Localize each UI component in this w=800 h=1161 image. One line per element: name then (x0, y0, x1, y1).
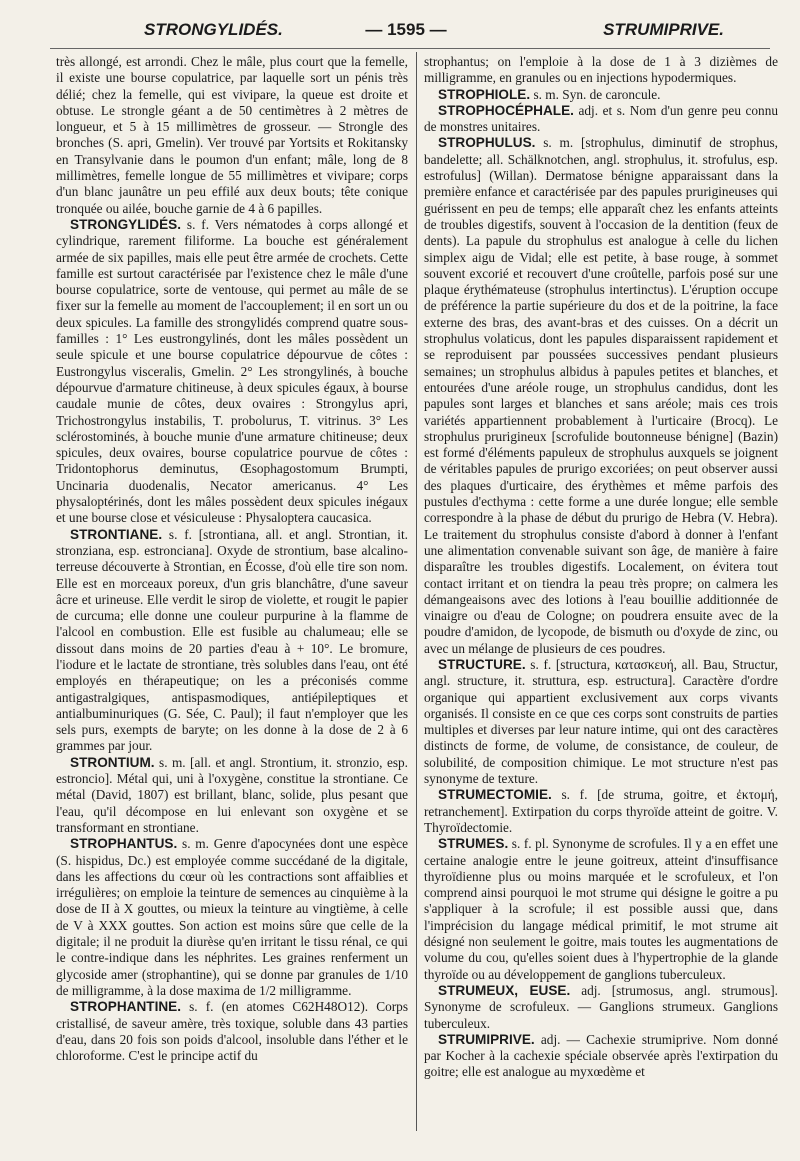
entry-headword: STRONGYLIDÉS. (70, 216, 182, 232)
entry-text: s. f. Vers nématodes à corps allongé et cylindrique, rarement filiforme. La bouche est généralement armée de six papilles, mais elle peut être armée de crochets. Cette famille est surtout caractérisée par l'existence chez le mâle d'une bourse copulatrice, sorte de ventouse, qui permet au mâle de se fixer sur la femelle au moment de l'accouplement; il en sort un ou deux spicules. La famille des strongylidés comprend quatre sous-familles : 1° Les eustrongylinés, dont les mâles possèdent un seule spicule et une bourse copulatrice dépourvue de côtes : Eustrongylus visceralis, Gmelin. 2° Les strongylinés, à bouche dépourvue d'armature chitineuse, à deux spicules égaux, à bourse caudale munie de côtes, deux ovaires : Strongylus apri, Trichostrongylus instabilis, T. probolurus, T. vitrinus. 3° Les sclérostominés, à bouche munie d'une armature chitineuse; deux spicules, deux ovaires, bourse copulatrice pourvue de côtes : Tridontophorus deminutus, Œsophagostomum Brumpti, Uncinaria duodenalis, Necator americanus. 4° Les physaloptérinés, dont les mâles possèdent deux spicules inégaux et une bourse close et vésiculeuse : Physaloptera caucasica. (56, 216, 408, 526)
entry-text: s. m. Syn. de caroncule. (530, 86, 661, 102)
entry-headword: STRUMEUX, EUSE. (438, 982, 571, 998)
entry-headword: STRONTIUM. (70, 754, 155, 770)
dictionary-entry (424, 1032, 778, 1081)
dictionary-entry (424, 983, 778, 1032)
dictionary-entry (56, 755, 408, 836)
entry-headword: STROPHULUS. (438, 135, 536, 151)
entry-headword: STRUMECTOMIE. (438, 787, 552, 803)
entry-text: s. f. [structura, κατασκευή, all. Bau, Structur, angl. structure, it. struttura, esp. estructura]. Caractère d'ordre organique qui appartient exclusivement aux corps vivants organisés. Il consiste en ce que ces corps sont construits de parties multiples et diverses par leur nature intime, qui ont des caractères distincts de forme, de volume, de consistance, de couleur, de solubilité, de composition chimique. Le mot structure n'est pas synonyme de texture. (424, 656, 778, 787)
dictionary-entry (424, 103, 778, 136)
dictionary-entry (424, 87, 778, 103)
dictionary-entry (424, 787, 778, 836)
dictionary-entry (56, 836, 408, 999)
entry-text: adj. et s. Nom d'un genre peu connu de monstres unitaires. (424, 102, 778, 135)
entry-headword: STROPHANTUS. (70, 836, 178, 852)
entry-headword: STRONTIANE. (70, 526, 163, 542)
entry-text: s. f. [de struma, goitre, et ἐκτομή, retranchement]. Extirpation du corps thyroïde atteint de goitre. V. Thyroïdectomie. (424, 787, 778, 835)
dictionary-entry (56, 54, 408, 217)
entry-headword: STRUMIPRIVE. (438, 1031, 535, 1047)
dictionary-entry (424, 54, 778, 87)
entry-headword: STROPHANTINE. (70, 999, 182, 1015)
entry-text: très allongé, est arrondi. Chez le mâle, plus court que la femelle, il existe une bourse copulatrice, par laquelle sort un pénis très délié; chez la femelle, qui est vivipare, la queue est droite et obtuse. Le strongle géant a de 50 centimètres à 2 mètres de longueur, et 5 à 15 millimètres de grosseur. — Strongle des bronches (S. apri, Gmelin). Ver trouvé par Yortsits et Rokitansky en Transylvanie dans le poumon d'un enfant; mâle, long de 8 millimètres, femelle longue de 55 millimètres et vivipare; corps d'un blanc jaunâtre un peu effilé aux deux bouts; tête conique tronquée ou ailée, bouche garnie de 4 à 6 papilles. (56, 54, 408, 216)
entry-text: adj. — Cachexie strumiprive. Nom donné par Kocher à la cachexie spéciale observée après l'extirpation du goitre; elle est analogue au myxœdème et (424, 1031, 778, 1080)
entry-text: s. f. [strontiana, all. et angl. Strontian, it. stronziana, esp. estronciana]. Oxyde de strontium, base alcalino-terreuse découverte à Strontian, en Écosse, d'où elle tire son nom. Elle est en morceaux poreux, d'un gris blanchâtre, d'une saveur âcre et urineuse. Elle verdit le sirop de violette, et rougit le papier de curcuma; elle donne une couleur purpurine à la flamme de l'alcool en combustion. Elle est fusible au chalumeau; elle se dissout dans moins de 20 parties d'eau à + 10°. Le bromure, l'iodure et le lactate de strontiane, très solubles dans l'eau, ont été employés en thérapeutique; on les a préconisés comme antigastralgiques, antispasmodiques, antiépileptiques et antialbuminuriques (G. Sée, C. Paul); il faut n'employer que les sels purs, exempts de baryte; on les donne à la dose de 2 à 6 grammes par jour. (56, 526, 408, 754)
entry-headword: STRUMES. (438, 836, 509, 852)
entry-headword: STROPHIOLE. (438, 86, 531, 102)
entry-text: adj. [strumosus, angl. strumous]. Synonyme de scrofuleux. — Ganglions strumeux. Ganglions tuberculeux. (424, 982, 778, 1031)
entry-text: s. f. (en atomes C62H48O12). Corps cristallisé, de saveur amère, très toxique, soluble dans 43 parties d'eau, dans 20 fois son poids d'alcool, insoluble dans l'éther et le chloroforme. C'est le principe actif du (56, 999, 408, 1064)
dictionary-entry (56, 527, 408, 755)
dictionary-entry (424, 836, 778, 983)
header-rule (50, 48, 770, 49)
dictionary-entry (424, 135, 778, 657)
entry-text: s. m. [strophulus, diminutif de strophus, bandelette; all. Schälknotchen, angl. strophulus, it. strofulus, esp. estrofulus] (Willan). Dermatose bénigne apparaissant dans la première enfance et caractérisée par des papules prurigineuses qui guérissent en peu de temps; elle apparaît chez les enfants atteints de troubles digestifs, souvent à l'occasion de la dentition (feux de dents). La papule du strophulus est analogue à celle du lichen simplex aigu de Vidal; elle est petite, à base rouge, à sommet souvent excorié et recouvert d'une croûtelle, parfois posé sur une plaque érythémateuse (strophulus intertinctus). L'éruption occupe de préférence la partie supérieure du dos et de la poitrine, la face externe des bras, des avant-bras et des cuisses. On a décrit un strophulus volaticus, dont les papules disparaissent rapidement et se reproduisent par poussées successives pendant plusieurs semaines; un strophulus albidus à papules petites et blanches, et entourées d'une aréole rouge, un strophulus candidus, dont les papules sont larges et blanches et sans aréole; mais ces trois variétés appartiennent probablement à l'urticaire (Brocq). Le strophulus prurigineux [scrofulide boutonneuse bénigne] (Bazin) est formé d'éléments papuleux de strophulus auxquels se joignent de véritables papules de prurigo excoriées; on peut observer aussi des plaques d'urticaire, des érythèmes et même parfois des pustules d'ecthyma : cette forme a une durée longue; elle semble correspondre à la phase de début du prurigo de Hebra (V. Hebra). Le traitement du strophulus consiste d'abord à donner à l'enfant une alimentation convenable suivant son âge, de manière à faire disparaître les troubles digestifs. Localement, on évitera tout contact irritant et on tiendra la peau très propre; on calmera les démangeaisons avec des lotions à l'eau bouillie additionnée de vinaigre ou d'eau de Cologne; on poudrera ensuite avec de la poudre d'amidon, de lycopode, de bismuth ou d'oxyde de zinc, ou avec un mélange de plusieurs de ces poudres. (424, 135, 778, 656)
entry-headword: STROPHOCÉPHALE. (438, 102, 574, 118)
page-header (40, 14, 772, 44)
dictionary-entry (56, 217, 408, 527)
dictionary-entry (56, 999, 408, 1064)
header-left-title: STRONGYLIDÉS. (144, 20, 283, 39)
dictionary-entry (424, 657, 778, 787)
right-column (424, 54, 778, 1148)
entry-text: s. m. [all. et angl. Strontium, it. stronzio, esp. estroncio]. Métal qui, uni à l'oxygène, constitue la strontiane. Ce métal (David, 1807) est brillant, blanc, solide, plus pesant que l'eau, qu'il décompose en lui enlevant son oxygène et se transformant en strontiane. (56, 754, 408, 835)
entry-text: s. f. pl. Synonyme de scrofules. Il y a en effet une certaine analogie entre le jeune goitreux, atteint d'insuffisance thyroïdienne plus ou moins marquée et le scrofuleux, et l'on comprend ainsi pourquoi le mot strume qui désigne le goitre a pu s'appliquer à la scrofule; il est possible aussi que, dans l'imprécision du langage médical primitif, le mot strume ait désigné non seulement le goitre, mais toutes les augmentations de volume du cou, qu'elles soient dues à l'hypertrophie de la glande thyroïde ou au développement de ganglions tuberculeux. (424, 836, 778, 982)
page-number: — 1595 — (365, 20, 447, 39)
header-right-title: STRUMIPRIVE. (603, 20, 724, 39)
column-separator (416, 52, 417, 1131)
entry-headword: STRUCTURE. (438, 656, 526, 672)
entry-text: strophantus; on l'emploie à la dose de 1 à 3 dizièmes de milligramme, en granules ou en injections hypodermiques. (424, 54, 778, 86)
left-column (56, 54, 408, 1148)
entry-text: s. m. Genre d'apocynées dont une espèce (S. hispidus, Dc.) est employée comme succédané de la digitale, dans les affections du cœur où les contractions sont affaiblies et irrégulières; on emploie la teinture de semences au cinquième à la dose de II à X gouttes, ou mieux la teinture au vingtième, à celle de V à XXX gouttes. Son action est moins sûre que celle de la digitale; il ne produit la diurèse qu'en irritant le tissu rénal, ce qui le contre-indique dans les néphrites. Les graines renferment un glycoside amer (strophantine), qui se donne par granules de 1/10 de milligramme, à la dose maxima de 1/2 milligramme. (56, 836, 408, 998)
